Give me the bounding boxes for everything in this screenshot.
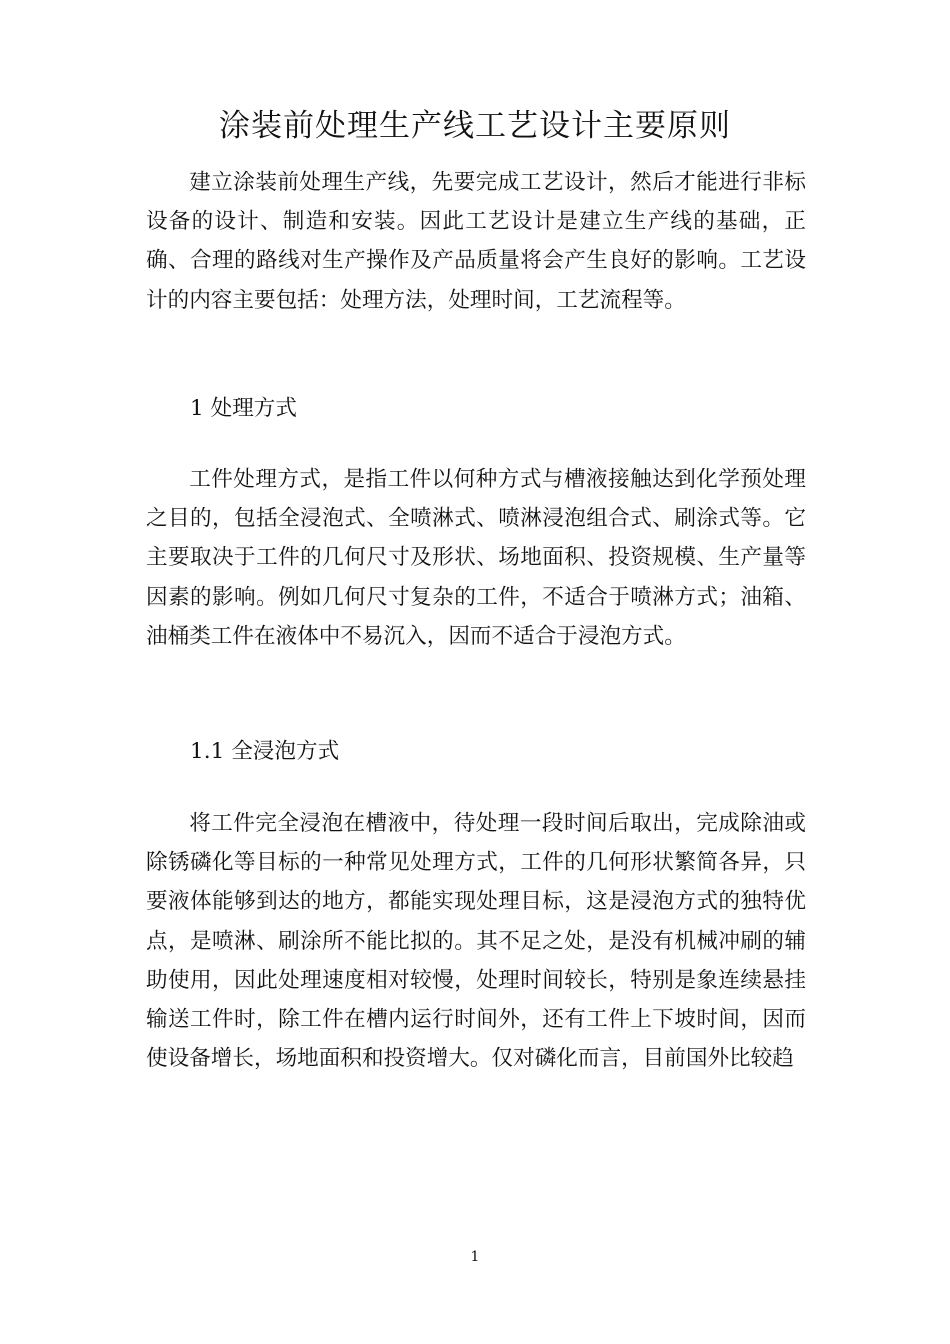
section-1-paragraph: 工件处理方式，是指工件以何种方式与槽液接触达到化学预处理之目的，包括全浸泡式、全喷淋式、喷淋浸泡组合式、刷涂式等。它主要取决于工件的几何尺寸及形状、场地面积、投资规模、生产量等因素的影响。例如几何尺寸复杂的工件，不适合于喷淋方式；油箱、油桶类工件在液体中不易沉入，因而不适合于浸泡方式。 (146, 467, 806, 649)
page-number: 1 (470, 1249, 480, 1265)
intro-paragraph: 建立涂装前处理生产线，先要完成工艺设计，然后才能进行非标设备的设计、制造和安装。因此工艺设计是建立生产线的基础，正确、合理的路线对生产操作及产品质量将会产生良好的影响。工艺设计的内容主要包括：处理方法，处理时间，工艺流程等。 (146, 170, 806, 313)
section-1-1-paragraph: 将工件完全浸泡在槽液中，待处理一段时间后取出，完成除油或除锈磷化等目标的一种常见处理方式，工件的几何形状繁简各异，只要液体能够到达的地方，都能实现处理目标，这是浸泡方式的独特优点，是喷淋、刷涂所不能比拟的。其不足之处，是没有机械冲刷的辅助使用，因此处理速度相对较慢，处理时间较长，特别是象连续悬挂输送工件时，除工件在槽内运行时间外，还有工件上下坡时间，因而使设备增长，场地面积和投资增大。仅对磷化而言，目前国外比较趋 (146, 811, 806, 1072)
section-heading-1: 1 处理方式 (190, 396, 297, 421)
document-title: 涂装前处理生产线工艺设计主要原则 (219, 108, 731, 144)
section-heading-1-1: 1.1 全浸泡方式 (190, 739, 340, 764)
